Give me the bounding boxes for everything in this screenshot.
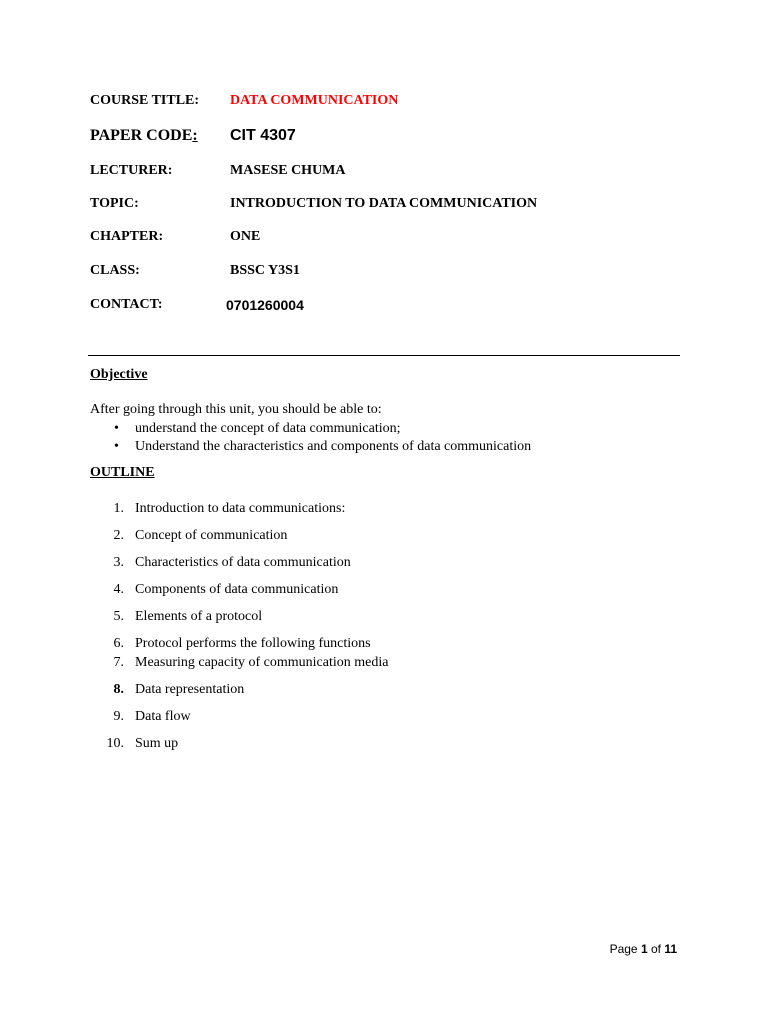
- chapter-label: CHAPTER:: [90, 229, 164, 244]
- outline-number: 4.: [113, 582, 124, 597]
- outline-number: 8.: [113, 682, 124, 697]
- outline-text: Protocol performs the following functions: [135, 636, 371, 651]
- page-current: 1: [640, 942, 648, 956]
- class-value: BSSC Y3S1: [230, 263, 300, 278]
- outline-number: 7.: [113, 655, 124, 670]
- outline-heading: OUTLINE: [90, 465, 155, 480]
- outline-text: Sum up: [135, 736, 179, 751]
- outline-text: Characteristics of data communication: [135, 555, 351, 570]
- objective-intro: After going through this unit, you should be able to:: [90, 402, 382, 417]
- lecturer-value: MASESE CHUMA: [230, 163, 346, 178]
- paper-code-value: CIT 4307: [230, 127, 296, 144]
- outline-text: Introduction to data communications:: [135, 501, 346, 516]
- outline-number: 1.: [113, 501, 124, 516]
- outline-text: Data representation: [135, 682, 245, 697]
- outline-text: Concept of communication: [135, 528, 288, 543]
- topic-value: INTRODUCTION TO DATA COMMUNICATION: [230, 196, 538, 211]
- paper-code-label: PAPER CODE:: [90, 127, 198, 144]
- contact-value: 0701260004: [226, 297, 304, 313]
- outline-text: Elements of a protocol: [135, 609, 263, 624]
- contact-label: CONTACT:: [90, 297, 163, 312]
- page-prefix: Page: [609, 942, 641, 956]
- page-of: of: [647, 942, 665, 956]
- outline-number: 2.: [113, 528, 124, 543]
- lecturer-label: LECTURER:: [90, 163, 173, 178]
- chapter-value: ONE: [230, 229, 261, 244]
- outline-text: Measuring capacity of communication media: [135, 655, 389, 670]
- topic-label: TOPIC:: [90, 196, 139, 211]
- outline-number: 3.: [113, 555, 124, 570]
- outline-text: Components of data communication: [135, 582, 339, 597]
- horizontal-divider: [88, 355, 680, 356]
- page-total: 11: [664, 942, 677, 956]
- objective-heading: Objective: [90, 367, 148, 382]
- bullet-text: understand the concept of data communication;: [135, 421, 401, 436]
- bullet-icon: •: [114, 439, 119, 454]
- course-title-label: COURSE TITLE:: [90, 93, 200, 108]
- bullet-icon: •: [114, 421, 119, 436]
- outline-number: 6.: [113, 636, 124, 651]
- course-title-value: DATA COMMUNICATION: [230, 93, 399, 108]
- page-number-footer: [610, 942, 677, 956]
- outline-number: 5.: [113, 609, 124, 624]
- outline-number: 10.: [106, 736, 124, 751]
- outline-text: Data flow: [135, 709, 191, 724]
- bullet-text: Understand the characteristics and components of data communication: [135, 439, 532, 454]
- class-label: CLASS:: [90, 263, 140, 278]
- outline-number: 9.: [113, 709, 124, 724]
